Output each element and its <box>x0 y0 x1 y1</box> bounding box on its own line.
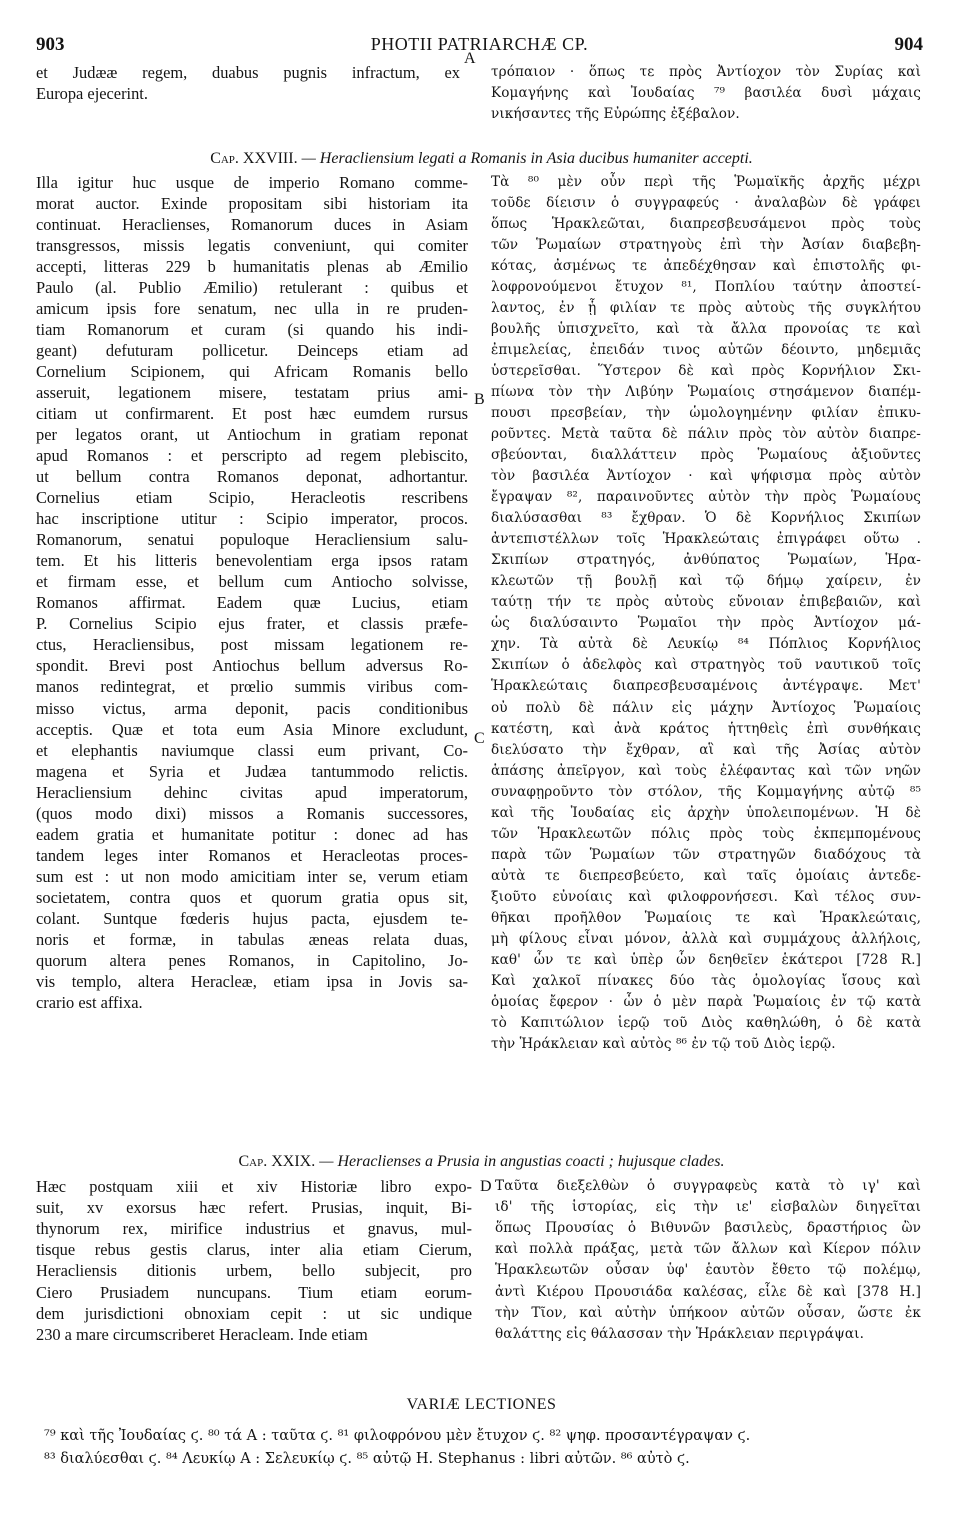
latin-text-line: Ciero Prusiadem nuncupans. Tium etiam eorum- <box>36 1282 472 1302</box>
margin-marker: C <box>474 730 485 747</box>
greek-text-line: ὅπως Προυσίας ὁ Βιθυνῶν βασιλεὺς, δραστήριος ὢν <box>495 1220 921 1237</box>
latin-text-line: Cornelium Scipionem, qui Africam Romanis bello <box>36 362 468 382</box>
latin-text-line: apud Romanos : et perscripto ad regem plebiscito, <box>36 446 468 466</box>
latin-text-line: tisque rebus gestis clarus, inter alia etiam Cierum, <box>36 1240 472 1260</box>
greek-text-line: κλεωτῶν τῇ βουλῇ καὶ τῷ δήμῳ χαίρειν, ἐν <box>491 573 921 590</box>
greek-text-line: ἁπάσης ἀπεῖργον, καὶ τοὺς ἐλέφαντας καὶ τῶν νηῶν <box>491 762 921 779</box>
latin-text-line: accepti, litteras 229 b humanitatis plenas ab Æmilio <box>36 257 468 277</box>
chapter-28-label: Cap. XXVIII. <box>210 150 298 167</box>
greek-text-line: κότας, ἀσμένως τε ἀπεδέχθησαν καὶ ἐπιστολῆς φι- <box>491 258 921 275</box>
greek-text-line: τὸν βασιλέα Ἀντίοχον · καὶ ψήφισμα πρὸς αὐτὸν <box>491 468 921 485</box>
greek-text-line: Κομαγήνης καὶ Ἰουδαίας ⁷⁹ βασιλέα δυσὶ μάχαις <box>491 85 921 101</box>
latin-text-line: amicum ipsis fore senatum, nec ulla in re pruden- <box>36 299 468 319</box>
greek-text-line: τοῦδε δίεισιν ὁ συγγραφεύς · ἀναλαβὼν δὲ γράφει <box>491 195 921 212</box>
latin-text-line: Europa ejecerint. <box>36 84 148 103</box>
greek-text-line: τῶν Ῥωμαίων στρατηγοὺς ἐπὶ τὴν Ἀσίαν διαβεβη- <box>491 237 921 254</box>
latin-text-line: Cornelius etiam Scipio, Heracleotis rescribens <box>36 488 468 508</box>
latin-text-line: hac inscriptione utitur : Scipio imperator, procos. <box>36 509 468 529</box>
latin-text-line: societatem, contra quos et quorum gratia opus sit, <box>36 887 468 907</box>
greek-text-line: νικήσαντες τῆς Εὐρώπης ἐξέβαλον. <box>491 106 740 122</box>
greek-text-line: Ἡρακλεώταις διαπρεσβευσαμένοις ἀντέγραψε. Μετ' <box>491 678 921 695</box>
greek-text-line: θῆκαι προῆλθον Ῥωμαίοις τε καὶ Ἡρακλεώταις, <box>491 909 921 926</box>
greek-text-line: βουλῆς ὑπισχνεῖτο, καὶ τὰ ἄλλα προνοίας τε καὶ <box>491 321 921 338</box>
running-title: PHOTII PATRIARCHÆ CP. <box>370 34 589 54</box>
variant-note-line: ⁸³ διαλύεσθαι ϛ. ⁸⁴ Λευκίῳ A : Σελευκίῳ ϛ. ⁸⁵ αὐτῷ H. Stephanus : libri αὐτῶν. ⁸⁶ αὐτὸ ϛ. <box>44 1451 690 1467</box>
margin-marker: D <box>480 1178 492 1195</box>
greek-text-line: καθ' ὧν τε καὶ ὑπὲρ ὧν δεηθεῖεν ἑκάτεροι [728 R.] <box>491 951 921 968</box>
latin-text-line: eadem gratia et humanitate potitur : donec ad has <box>36 824 468 844</box>
chapter-28-heading <box>40 150 923 168</box>
greek-text-line: Σκιπίων ὁ ἀδελφὸς καὶ στρατηγὸς τοῦ ναυτικοῦ τοῖς <box>491 657 921 674</box>
latin-text-line: (quos modo dixi) missos a Romanis successores, <box>36 803 468 823</box>
latin-text-line: Romanorum, senatui populoque Heracliensium salu- <box>36 530 468 550</box>
latin-text-line: dem jurisdictioni obnoxiam cepit : ut sic undique <box>36 1303 472 1323</box>
latin-text-line: ctus, Heracliensibus, post missam legationem re- <box>36 635 468 655</box>
greek-text-line: Ἡρακλεωτῶν οὖσαν ὑφ' ἑαυτὸν ἔθετο τῷ πολέμῳ, <box>495 1262 921 1279</box>
latin-text-line: sum est : ut non modo amicitiam inter se, verum etiam <box>36 866 468 886</box>
variae-lectiones-title: VARIÆ LECTIONES <box>406 1396 557 1413</box>
greek-text-line: κατέστη, καὶ ἀνὰ κράτος ἡττηθεὶς ἐπὶ συνθήκαις <box>491 720 921 737</box>
greek-text-line: Σκιπίων στρατηγός, ἀνθύπατος Ῥωμαίων, Ἡρα- <box>491 552 921 569</box>
latin-text-line: misso victus, arma deponit, pacis conditionibus <box>36 698 468 718</box>
greek-text-line: καὶ πολλὰ πράξας, μετὰ τῶν ἄλλων καὶ Κίερον πόλιν <box>495 1241 921 1258</box>
greek-text-line: πουσι πρεσβείαν, τὴν ὡμολογημένην φιλίαν ἐπικυ- <box>491 405 921 422</box>
greek-text-line: τρόπαιον · ὅπως τε πρὸς Ἀντίοχον τὸν Συρίας καὶ <box>491 64 921 80</box>
latin-text-line: Paulo (al. Publio Æmilio) retulerant : quibus et <box>36 278 468 298</box>
greek-text-line: Ταῦτα διεξελθὼν ὁ συγγραφεὺς κατὰ τὸ ιγ' καὶ <box>495 1178 921 1194</box>
latin-text-line: 230 a mare circumscriberet Heracleam. Inde etiam <box>36 1324 368 1344</box>
greek-text-line: τὴν Ἡράκλειαν καὶ αὐτὸς ⁸⁶ ἐν τῷ τοῦ Διὸς ἱερῷ. <box>491 1035 836 1052</box>
greek-text-line: αὐτὰ τε διεπρεσβεύετο, καὶ ταῖς ὁμοίαις ἀντεδε- <box>491 867 921 884</box>
latin-text-line: acceptis. Quæ et tota eum Asia Minore excludunt, <box>36 719 468 739</box>
greek-text-line: καὶ τῆς Ἰουδαίας εἰς ἀρχὴν ὑπολειπομένων. Ἡ δὲ <box>491 804 921 821</box>
greek-text-line: ροῦντες. Μετὰ ταῦτα δὲ πάλιν πρὸς τὸν αὐτὸν διαπρε- <box>491 426 921 443</box>
greek-text-line: λοφρονούμενοι ἔτυχον ⁸¹, Ποπλίου ταύτην ἀποστεί- <box>491 279 921 296</box>
greek-text-line: θαλάττης εἰς θάλασσαν τὴν Ἡράκλειαν περιγράψαι. <box>495 1325 865 1342</box>
greek-text-line: παρὰ τῶν Ῥωμαίων τῶν στρατηγῶν διαδόχους τὰ <box>491 846 921 863</box>
latin-text-line: noris et formæ, in tabulas æneas relata duas, <box>36 929 468 949</box>
latin-text-line: vis templo, altera Heracleæ, etiam ipsa in Jovis sa- <box>36 971 468 991</box>
greek-text-line: μὴ φίλους εἶναι μόνον, ἀλλὰ καὶ συμμάχους ἀλλήλοις, <box>491 930 921 947</box>
greek-text-line: ὑστερεῖσθαι. Ὕστερον δὲ καὶ πρὸς Κορνήλιον Σκι- <box>491 363 921 380</box>
latin-text-line: thynorum rex, mirifice industrius et gnavus, mul- <box>36 1219 472 1239</box>
chapter-29-label: Cap. XXIX. <box>238 1153 316 1170</box>
latin-text-line: Heracliensium dehinc civitas apud imperatorum, <box>36 782 468 802</box>
greek-text-line: ταύτῃ τήν τε πρὸς αὐτοὺς εὔνοιαν ἐπιβεβαιῶν, καὶ <box>491 594 921 611</box>
latin-text-line: tem. Et his litteris benevolentiam erga ipsos ratam <box>36 551 468 571</box>
latin-text-line: crario est affixa. <box>36 992 143 1012</box>
greek-text-line: ἀντεπιστέλλων τοῖς Ἡρακλεώταις ἐπιγράφει οὕτω . <box>491 531 921 548</box>
latin-text-line: morat auctor. Exinde propositam sibi historiam ita <box>36 194 468 214</box>
latin-text-line: asseruit, legationem misere, testatam prius ami- <box>36 383 468 403</box>
latin-text-line: Romanos affirmat. Eadem quæ Lucius, etiam <box>36 593 468 613</box>
latin-text-line: tandem leges inter Romanos et Heracleotas proces- <box>36 845 468 865</box>
margin-marker: A <box>464 50 476 67</box>
latin-text-line: transgressos, missis legatis conveniunt, qui comiter <box>36 236 468 256</box>
greek-text-line: ὅπως Ἡρακλεῶται, διαπρεσβευσάμενοι πρὸς τοὺς <box>491 216 921 233</box>
latin-text-line: magena et Syria et Judæa tantummodo relictis. <box>36 761 468 781</box>
greek-text-line: χην. Τὰ αὐτὰ δὲ Λευκίῳ ⁸⁴ Πόπλιος Κορνήλιος <box>491 636 921 653</box>
greek-text-line: Τὰ ⁸⁰ μὲν οὖν περὶ τῆς Ῥωμαϊκῆς ἀρχῆς μέχρι <box>491 174 921 190</box>
greek-text-line: Καὶ χαλκοῖ πίνακες δύο τὰς ὁμολογίας ἴσους καὶ <box>491 972 921 989</box>
greek-text-line: ξιοῦτο εὐνοίαις καὶ φιλοφρονήσεσι. Καὶ τέλος συν- <box>491 888 921 905</box>
latin-text-line: spondit. Brevi post Antiochus bellum adversus Ro- <box>36 656 468 676</box>
chapter-29-title: — Heraclienses a Prusia in angustias coacti ; hujusque clades. <box>319 1153 725 1170</box>
latin-text-line: geant) defuturam pollicetur. Deinceps etiam ad <box>36 341 468 361</box>
latin-text-line: continuat. Heraclienses, Romanorum duces in Asiam <box>36 215 468 235</box>
greek-text-line: ὡς διαλύσαιντο Ῥωμαῖοι τὴν πρὸς Ἀντίοχον μά- <box>491 615 921 632</box>
latin-text-line: per legatos orant, ut Antiochum in gratiam reponat <box>36 425 468 445</box>
latin-text-line: citiam ut confirmarent. Et post hæc eumdem rursus <box>36 404 468 424</box>
chapter-28-title: — Heracliensium legati a Romanis in Asia ducibus humaniter accepti. <box>301 150 753 167</box>
latin-text-line: Heracliensis ditionis urbem, bello subjecit, pro <box>36 1261 472 1281</box>
running-head <box>36 34 923 60</box>
greek-text-line: ὁμοίας ἔφερον · ὧν ὁ μὲν παρὰ Ῥωμαίοις ἐν τῷ κατὰ <box>491 993 921 1010</box>
latin-text-line: Illa igitur huc usque de imperio Romano comme- <box>36 173 468 192</box>
latin-text-line: quorum altera penes Romanos, in Capitolino, Jo- <box>36 950 468 970</box>
greek-text-line: διαλύσασθαι ⁸³ ἔχθραν. Ὁ δὲ Κορνήλιος Σκιπίων <box>491 510 921 527</box>
greek-text-line: λαντος, ἐν ᾗ φιλίαν τε πρὸς αὐτοὺς τῆς συγκλήτου <box>491 300 921 317</box>
greek-text-line: ἐπιμελείας, ἐπειδάν τινος αὐτῶν δέοιντο, μηδεμιᾶς <box>491 342 921 359</box>
latin-text-line: manos redintegrat, et prœlio summis viribus com- <box>36 677 468 697</box>
margin-marker: B <box>474 391 485 408</box>
greek-text-line: τὴν Τῖον, καὶ αὐτὴν ὑπήκοον αὐτῶν οὖσαν, ὥστε ἐκ <box>495 1304 921 1321</box>
latin-text-line: et elephantis naviumque classi eum privant, Co- <box>36 740 468 760</box>
latin-text-line: et firmam esse, et bellum cum Antiocho solvisse, <box>36 572 468 592</box>
greek-text-line: σβεύονται, διαλλάττειν πρὸς Ῥωμαίους ἀξιοῦντες <box>491 447 921 464</box>
latin-text-line: tiam Romanorum et curam (si quando his indi- <box>36 320 468 340</box>
right-page-number: 904 <box>894 34 923 55</box>
greek-text-line: διελύσατο τὴν ἔχθραν, αἳ καὶ τῆς Ἀσίας αὐτὸν <box>491 741 921 758</box>
chapter-29-heading <box>40 1153 923 1171</box>
variant-note-line: ⁷⁹ καὶ τῆς Ἰουδαίας ϛ. ⁸⁰ τά A : ταῦτα ϛ. ⁸¹ φιλοφρόνου μὲν ἔτυχον ϛ. ⁸² ψηφ. προσαντέγραψαν ϛ. <box>44 1428 751 1444</box>
greek-text-line: συναφῃροῦντο τὸν στόλον, τῆς Κομμαγήνης αὐτῷ ⁸⁵ <box>491 783 921 800</box>
latin-text-line: ut bellum contra Romanos deponat, adhortantur. <box>36 467 468 487</box>
latin-text-line: suit, xv exorsus hæc refert. Prusias, inquit, Bi- <box>36 1198 472 1218</box>
latin-text-line: Hæc postquam xiii et xiv Historiæ libro expo- <box>36 1177 472 1196</box>
latin-text-line: P. Cornelius Scipio ejus frater, et classis præfe- <box>36 614 468 634</box>
greek-text-line: πίωνα τὸν τὴν Λιβύην Ῥωμαίοις στησάμενον διαπέμ- <box>491 384 921 401</box>
greek-text-line: τῶν Ἡρακλεωτῶν πόλις πρὸς τοὺς ἐκπεμπομένους <box>491 825 921 842</box>
greek-text-line: ἀντὶ Κιέρου Προυσιάδα καλέσας, εἷλε δὲ καὶ [378 H.] <box>495 1283 921 1300</box>
greek-text-line: ιδ' τῆς ἱστορίας, εἰς τὴν ιε' εἰσβαλὼν διηγεῖται <box>495 1199 921 1216</box>
greek-text-line: ἔγραψαν ⁸², παραινοῦντες αὐτὸν τὴν πρὸς Ῥωμαίους <box>491 489 921 506</box>
latin-text-line: et Judææ regem, duabus pugnis infractum, ex <box>36 63 460 82</box>
latin-text-line: colant. Suntque fœderis hujus pacta, ejusdem te- <box>36 908 468 928</box>
greek-text-line: τὸ Καπιτώλιον ἱερῷ τοῦ Διὸς καθηλώθη, ὁ δὲ κατὰ <box>491 1014 921 1031</box>
greek-text-line: οὐ πολὺ δὲ πάλιν εἰς μάχην Ἀντίοχος Ῥωμαίοις <box>491 699 921 716</box>
left-page-number: 903 <box>36 34 65 55</box>
